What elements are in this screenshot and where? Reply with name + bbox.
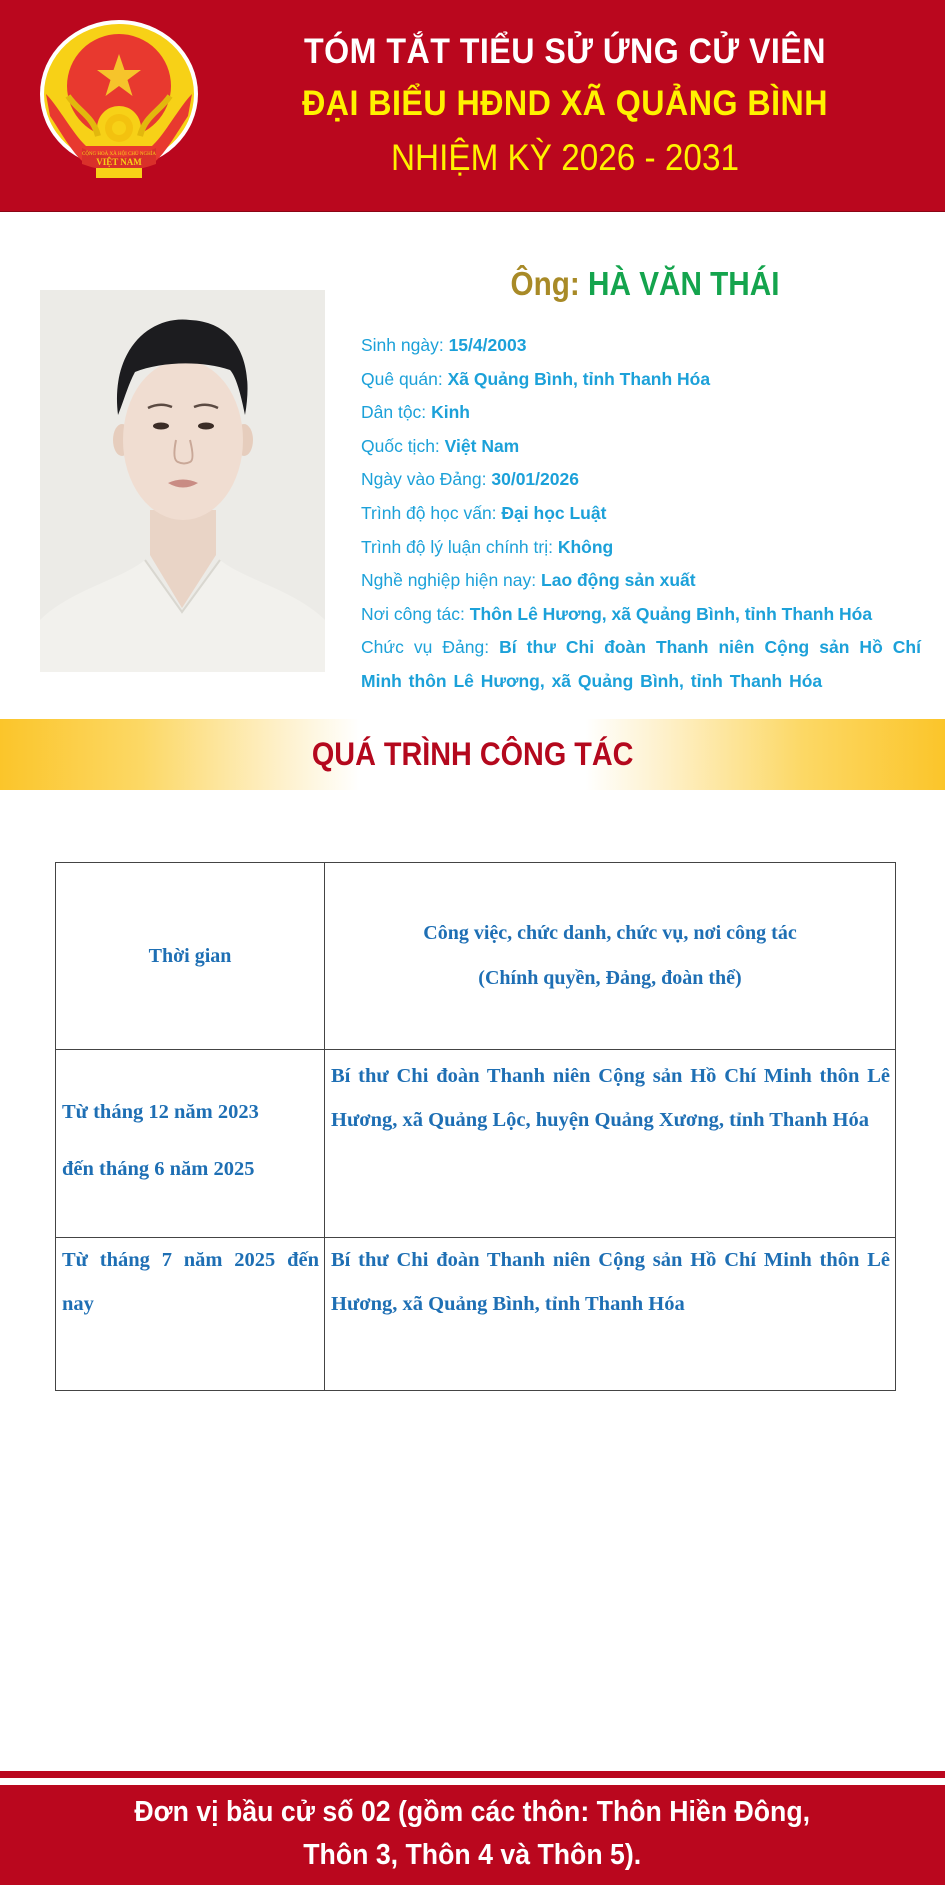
row-time: Từ tháng 7 năm 2025 đến nay (56, 1238, 325, 1391)
header-title-block (230, 26, 900, 186)
footer-banner (0, 1785, 945, 1885)
header-time: Thời gian (56, 863, 325, 1050)
row-work: Bí thư Chi đoàn Thanh niên Cộng sản Hồ Chí Minh thôn Lê Hương, xã Quảng Bình, tỉnh Thanh Hóa (325, 1238, 896, 1391)
work-history-table (55, 862, 896, 1391)
table-header-row (56, 863, 896, 1050)
svg-text:CỘNG HOÀ XÃ HỘI CHỦ NGHĨA: CỘNG HOÀ XÃ HỘI CHỦ NGHĨA (81, 152, 157, 157)
candidate-photo (40, 290, 325, 672)
vietnam-national-emblem-icon (38, 16, 200, 182)
info-education: Trình độ học vấn: Đại học Luật (361, 502, 607, 523)
candidate-name-heading (389, 262, 902, 306)
name-prefix: Ông: (510, 265, 580, 302)
row-work: Bí thư Chi đoàn Thanh niên Cộng sản Hồ Chí Minh thôn Lê Hương, xã Quảng Lộc, huyện Quảng Xương, tỉnh Thanh Hóa (325, 1050, 896, 1238)
table-row (56, 1238, 896, 1391)
candidate-info-list (361, 329, 921, 699)
info-nationality: Quốc tịch: Việt Nam (361, 435, 520, 456)
info-party-position: Chức vụ Đảng: Bí thư Chi đoàn Thanh niên Cộng sản Hồ Chí Minh thôn Lê Hương, xã Quảng Bình, tỉnh Thanh Hóa (361, 637, 921, 691)
svg-text:VIỆT NAM: VIỆT NAM (96, 157, 142, 167)
table-row (56, 1050, 896, 1238)
info-workplace: Nơi công tác: Thôn Lê Hương, xã Quảng Bình, tỉnh Thanh Hóa (361, 603, 873, 624)
electoral-unit-text: Đơn vị bầu cử số 02 (gồm các thôn: Thôn Hiền Đông, Thôn 3, Thôn 4 và Thôn 5). (134, 1796, 811, 1871)
info-hometown: Quê quán: Xã Quảng Bình, tỉnh Thanh Hóa (361, 368, 711, 389)
info-party-join-date: Ngày vào Đảng: 30/01/2026 (361, 469, 579, 490)
section-title: QUÁ TRÌNH CÔNG TÁC (311, 736, 634, 772)
row-time: Từ tháng 12 năm 2023 đến tháng 6 năm 2025 (56, 1050, 325, 1238)
footer-stripe (0, 1771, 945, 1778)
candidate-name: HÀ VĂN THÁI (588, 265, 780, 302)
portrait-image (40, 290, 325, 672)
info-political-theory: Trình độ lý luận chính trị: Không (361, 536, 614, 557)
work-history-section-band (0, 719, 945, 790)
header-title: TÓM TẮT TIỂU SỬ ỨNG CỬ VIÊN (304, 32, 826, 71)
header-work: Công việc, chức danh, chức vụ, nơi công tác (Chính quyền, Đảng, đoàn thể) (325, 863, 896, 1050)
info-ethnicity: Dân tộc: Kinh (361, 402, 470, 423)
header-subtitle: ĐẠI BIỂU HĐND XÃ QUẢNG BÌNH (302, 84, 828, 123)
header-term: NHIỆM KỲ 2026 - 2031 (391, 137, 739, 178)
info-occupation: Nghề nghiệp hiện nay: Lao động sản xuất (361, 570, 696, 591)
header-banner (0, 0, 945, 212)
info-birth-date: Sinh ngày: 15/4/2003 (361, 335, 527, 355)
